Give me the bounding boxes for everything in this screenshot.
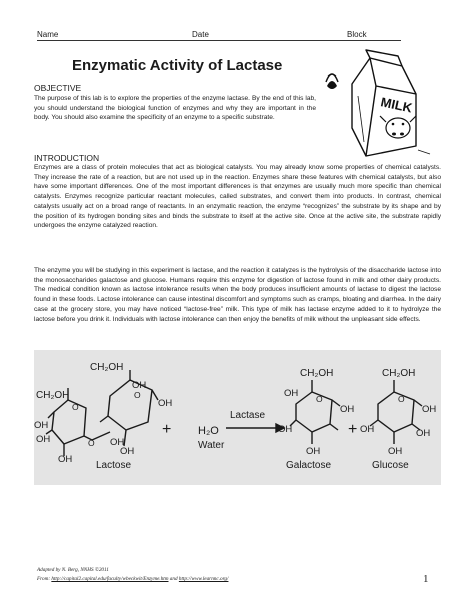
lactose-ch2oh-left: CH₂OH — [36, 390, 70, 401]
source-prefix: From: — [37, 576, 52, 582]
galactose-oh-4: OH — [306, 446, 321, 457]
objective-heading: OBJECTIVE — [34, 83, 82, 93]
enzyme-label: Lactase — [230, 410, 266, 421]
galactose-o: O — [316, 394, 323, 404]
lactose-o-2: O — [134, 390, 141, 400]
introduction-heading: INTRODUCTION — [34, 153, 100, 163]
block-label: Block — [347, 30, 367, 39]
block-line — [354, 40, 401, 41]
glucose-o: O — [398, 394, 405, 404]
introduction-paragraph-1: Enzymes are a class of protein molecules that act as biological catalysts. You may already know some properties of chemical catalysts. They increase the rate of a reaction, but are not used up in the reaction. Enzymes share these features with chemical catalysts, but also have some important differences. One of the most important differences is that enzymes are usually much more specific than chemical catalysts. Enzymes recognize particular reactant molecules, called substrates, and convert them into products. In contrast, chemical catalysts usually act on a broad range of reactants. In an enzymatic reaction, the enzyme “recognizes” the substrate by its shape and by the position of its hydrogen bonding sites and binds the substrate to itself at the active site. Once at the active site, the substrate rapidly undergoes the enzyme catalyzed reaction. — [34, 164, 441, 230]
lactose-oh-5: OH — [36, 434, 51, 445]
introduction-paragraph-2: The enzyme you will be studying in this experiment is lactase, and the reaction it catalyzes is the hydrolysis of the disaccharide lactose into the monosaccharides galactose and glucose. Humans require this enzyme for digestion of lactose found in milk and other dairy products. The medical condition known as lactose intolerance results when the body produces insufficient amounts of lactase to digest the lactose found in these foods. Lactose intolerance can cause intestinal discomfort and symptoms such as cramps, bloating and diarrhea. In the dairy case at the grocery store, you may have noticed “lactose-free” milk. This type of milk has lactase enzyme added to it to hydrolyze the lactose before you drink it. Individuals with lactose intolerance can then enjoy the benefits of milk without the unpleasant side effects. — [34, 267, 441, 323]
lactose-oh-3: OH — [110, 437, 125, 448]
galactose-oh-2: OH — [340, 404, 355, 415]
date-line — [158, 40, 354, 41]
lactose-oh-6: OH — [120, 446, 135, 457]
plus-sign-right: + — [348, 421, 358, 438]
galactose-oh-3: OH — [278, 424, 293, 435]
galactose-label: Galactose — [286, 460, 332, 471]
source-link-learnnc[interactable]: http://www.learnnc.org/ — [178, 576, 229, 582]
glucose-oh-4: OH — [416, 428, 431, 439]
source-link-capital[interactable]: http://capital2.capital.edu/faculty/wbeckwit/Enzyme.htm — [51, 576, 169, 582]
water-label: Water — [198, 440, 225, 451]
lactose-label: Lactose — [96, 460, 132, 471]
lactose-oh-7: OH — [58, 454, 73, 465]
page-number: 1 — [423, 573, 429, 585]
source-credit — [37, 576, 228, 582]
name-line — [37, 40, 158, 41]
lactose-hydrolysis-diagram — [34, 350, 441, 485]
lactose-oh-1: OH — [132, 380, 147, 391]
glucose-oh-3: OH — [388, 446, 403, 457]
adapted-credit: Adapted by N. Berg, NNHS ©2011 — [37, 567, 109, 573]
galactose-oh-1: OH — [284, 388, 299, 399]
page-title: Enzymatic Activity of Lactase — [72, 57, 283, 74]
galactose-ch2oh: CH₂OH — [300, 368, 334, 379]
lactose-o-1: O — [72, 402, 79, 412]
name-label: Name — [37, 30, 59, 39]
lactose-ch2oh-top: CH₂OH — [90, 362, 124, 373]
galactose-ring — [296, 392, 332, 432]
glucose-ch2oh: CH₂OH — [382, 368, 416, 379]
milk-label: MILK — [379, 94, 414, 116]
glucose-oh-2: OH — [360, 424, 375, 435]
glucose-oh-1: OH — [422, 404, 437, 415]
lactose-oh-2: OH — [158, 398, 173, 409]
source-and: and — [168, 576, 179, 582]
lactose-ring-1 — [52, 400, 86, 444]
glucose-ring — [378, 392, 414, 432]
plus-sign-left: + — [162, 421, 172, 438]
reaction-arrow — [226, 424, 284, 432]
objective-text: The purpose of this lab is to explore the properties of the enzyme lactase. By the end of this lab, you should understand the biological function of enzymes and why they are important in the body. You should also examine the specificity of an enzyme to a specific substrate. — [34, 95, 316, 122]
glucose-label: Glucose — [372, 460, 409, 471]
lactose-o-bridge: O — [88, 438, 95, 448]
milk-carton-illustration — [318, 46, 436, 164]
water-formula: H₂O — [198, 425, 219, 437]
lactose-oh-4: OH — [34, 420, 49, 431]
date-label: Date — [192, 30, 209, 39]
